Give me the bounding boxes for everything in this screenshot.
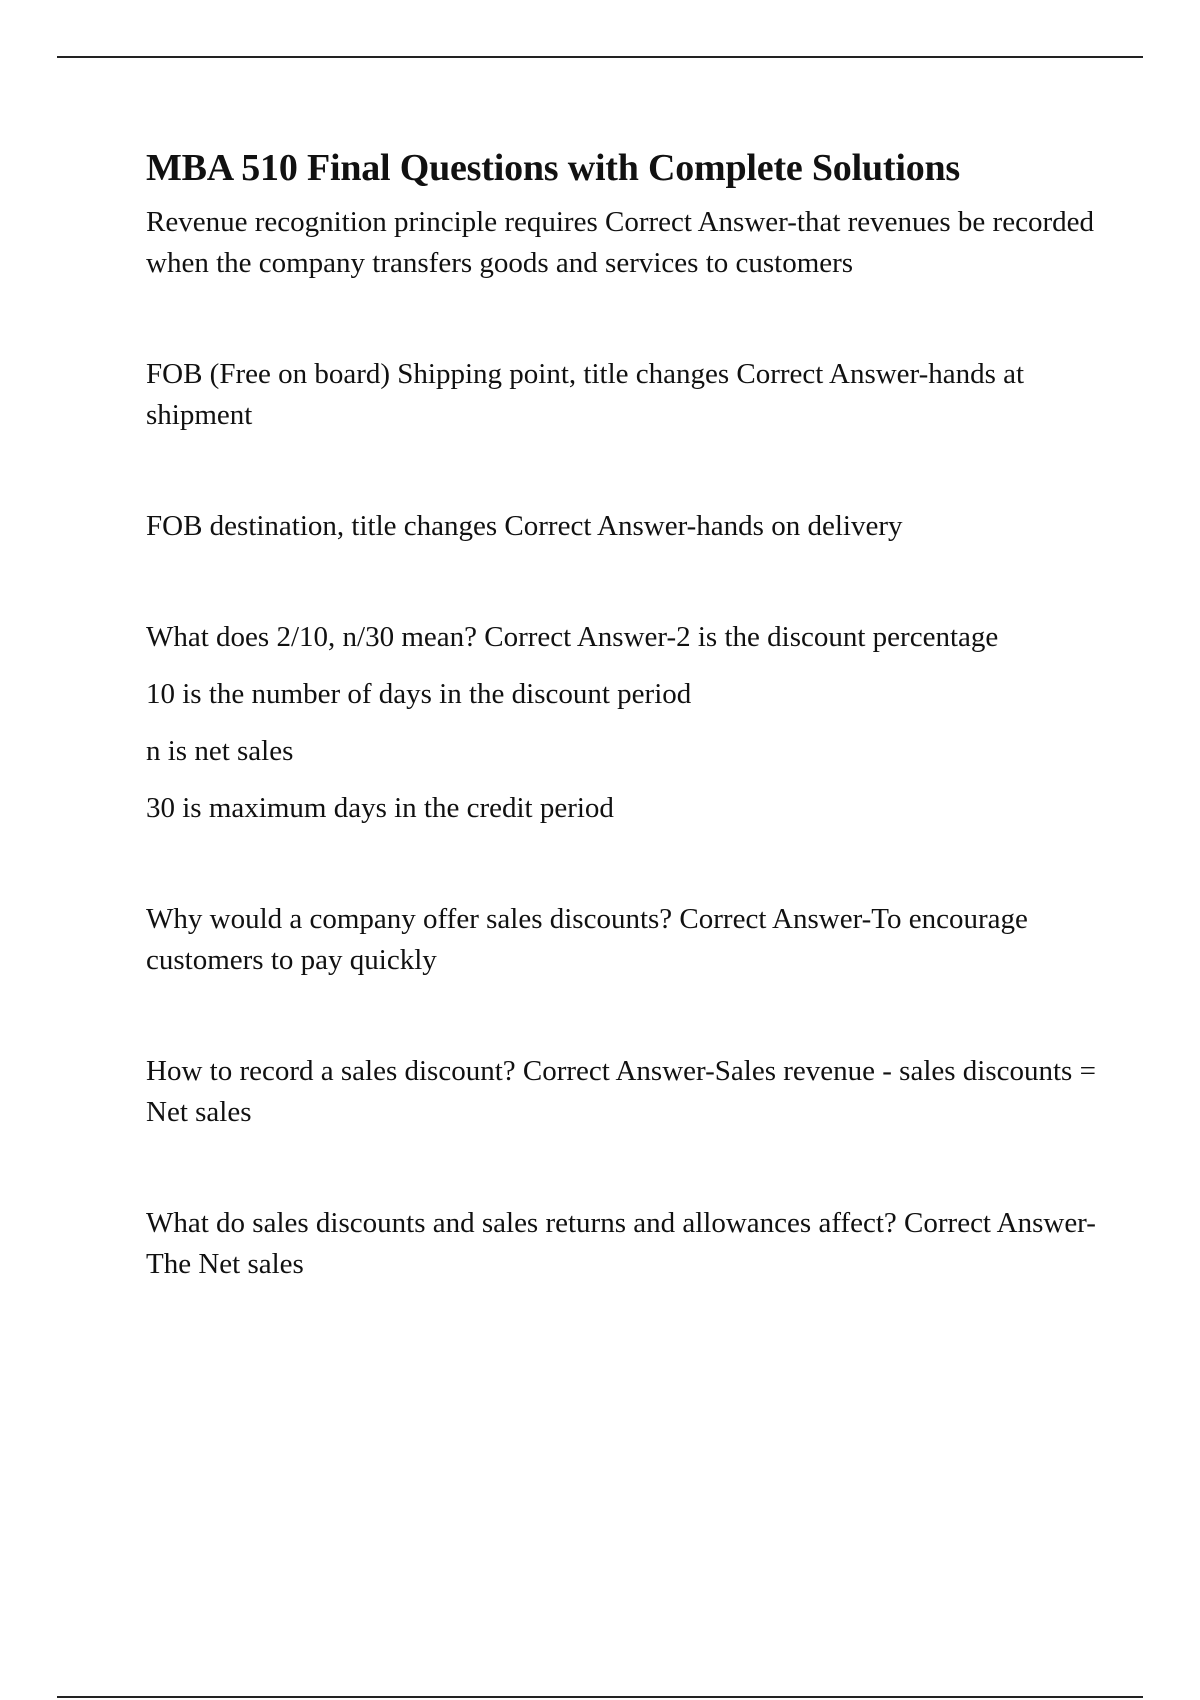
qa-text: Revenue recognition principle requires Correct Answer-that revenues be recorded when the company transfers goods and services to customers bbox=[146, 206, 1094, 279]
document-body bbox=[146, 140, 1106, 1285]
qa-item bbox=[146, 1203, 1106, 1285]
qa-text: What does 2/10, n/30 mean? Correct Answer-2 is the discount percentage bbox=[146, 621, 999, 653]
qa-text: 30 is maximum days in the credit period bbox=[146, 792, 614, 824]
qa-text: FOB (Free on board) Shipping point, title changes Correct Answer-hands at shipment bbox=[146, 358, 1025, 431]
top-divider bbox=[57, 56, 1143, 58]
bottom-divider bbox=[57, 1696, 1143, 1698]
qa-item bbox=[146, 506, 1106, 547]
qa-item bbox=[146, 354, 1106, 436]
qa-text: Why would a company offer sales discounts? Correct Answer-To encourage customers to pay quickly bbox=[146, 903, 1028, 976]
qa-item bbox=[146, 899, 1106, 981]
qa-text: n is net sales bbox=[146, 735, 294, 767]
qa-item bbox=[146, 1051, 1106, 1133]
qa-text: 10 is the number of days in the discount period bbox=[146, 678, 692, 710]
document-title: MBA 510 Final Questions with Complete Solutions bbox=[146, 147, 961, 189]
qa-item bbox=[146, 617, 1106, 829]
qa-text: How to record a sales discount? Correct Answer-Sales revenue - sales discounts = Net sales bbox=[146, 1055, 1096, 1128]
qa-text: What do sales discounts and sales returns and allowances affect? Correct Answer-The Net sales bbox=[146, 1207, 1096, 1280]
qa-text: FOB destination, title changes Correct Answer-hands on delivery bbox=[146, 510, 903, 542]
qa-item bbox=[146, 202, 1106, 284]
